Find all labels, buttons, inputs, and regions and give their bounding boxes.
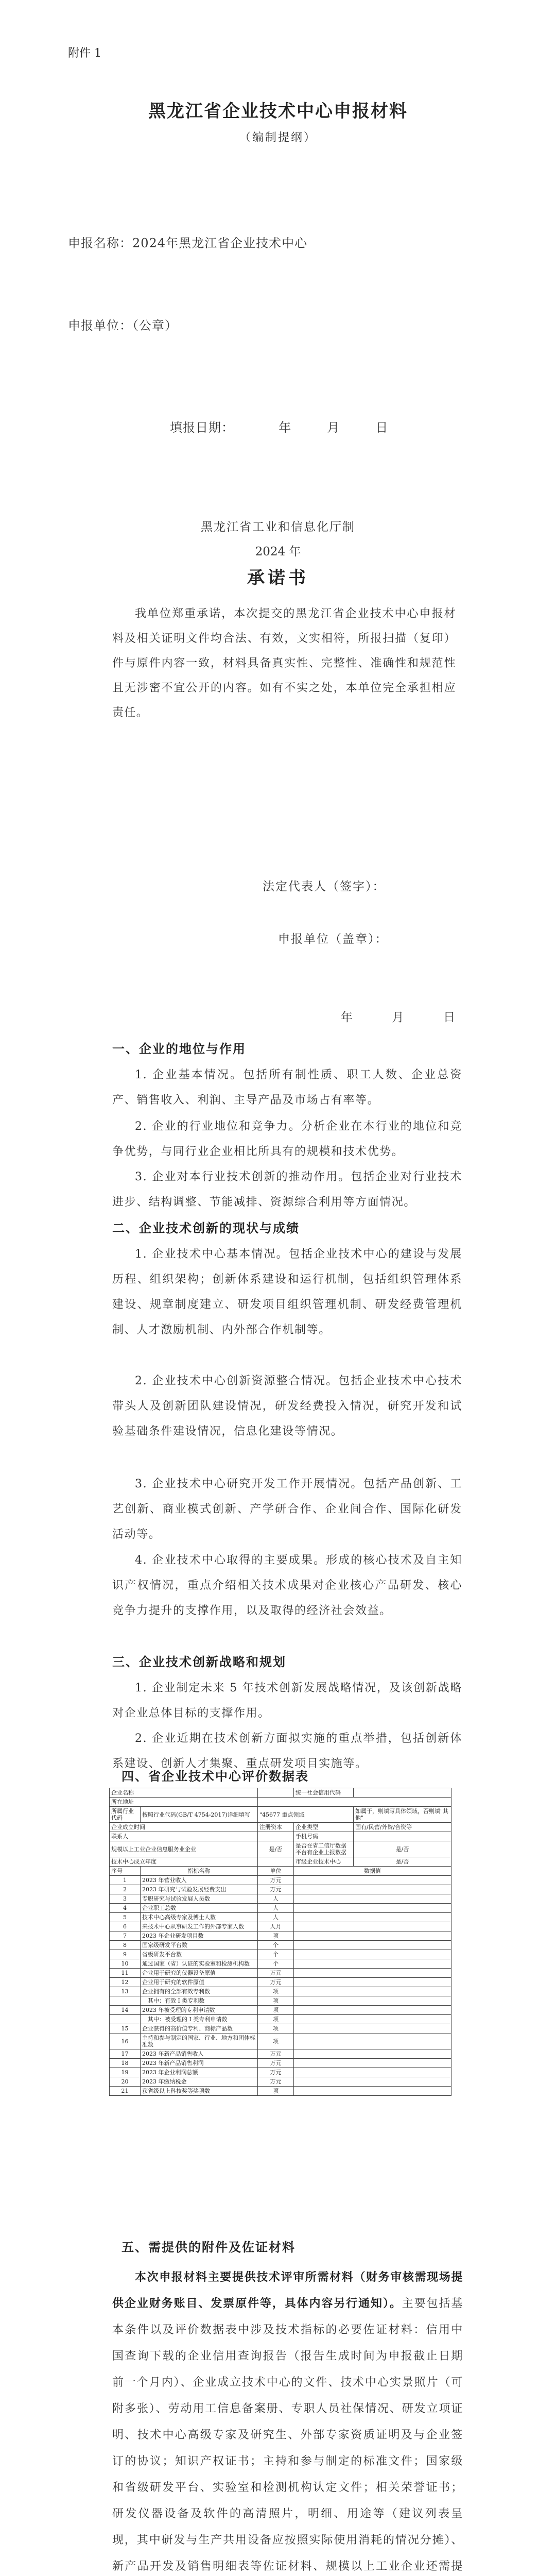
table-row	[110, 2024, 451, 2033]
table-cell: 是/否	[258, 1841, 294, 1857]
application-name-value: 2024年黑龙江省企业技术中心	[132, 236, 308, 250]
table-row	[110, 2049, 451, 2059]
table-cell: 所属行业代码	[110, 1807, 141, 1823]
table-cell: 项	[258, 1931, 294, 1941]
table-cell: 14	[110, 2006, 141, 2015]
table-cell: 万元	[258, 1885, 294, 1894]
table-cell	[294, 1894, 451, 1904]
table-cell: 个	[258, 1941, 294, 1950]
table-cell: 万元	[258, 2049, 294, 2059]
table-cell: 项	[258, 2006, 294, 2015]
table-cell: 2023 年企业利润总额	[141, 2068, 258, 2077]
table-row	[110, 1913, 451, 1922]
section-4-heading: 四、省企业技术中心评价数据表	[121, 1769, 309, 1784]
table-cell	[294, 1922, 451, 1931]
table-cell: 企业名称	[110, 1788, 258, 1798]
table-row	[110, 1904, 451, 1913]
table-cell: 8	[110, 1941, 141, 1950]
table-cell: 手机号码	[294, 1832, 354, 1841]
table-cell: 国有/民营/外资/合资等	[354, 1823, 451, 1832]
promise-text: 我单位郑重承诺，本次提交的黑龙江省企业技术中心申报材料及相关证明文件均合法、有效，文实相符，所报扫描（复印）件与原件内容一致，材料具备真实性、完整性、准确性和规范性且无涉密不宜公开的内容。如有不实之处，本单位完全承担相应责任。	[112, 607, 456, 719]
table-cell	[258, 1798, 451, 1807]
table-cell: 其中：有效 I 类专利数	[141, 1996, 258, 2006]
table-cell: 个	[258, 1959, 294, 1969]
issuing-year: 2024 年	[255, 545, 301, 558]
table-cell: 技术中心成立年度	[110, 1857, 258, 1867]
table-cell: 10	[110, 1959, 141, 1969]
table-cell	[294, 1987, 451, 1996]
table-cell	[354, 1788, 451, 1798]
table-cell: 人	[258, 1904, 294, 1913]
table-cell: 2023 年企业研发项目数	[141, 1931, 258, 1941]
application-name-label: 申报名称：	[68, 236, 132, 250]
table-cell: 是/否	[354, 1841, 451, 1857]
table-cell	[294, 2024, 451, 2033]
table-cell: 项	[258, 2087, 294, 2096]
table-cell: 主持和参与制定的国家、行业、地方和团体标准数	[141, 2033, 258, 2049]
table-cell	[294, 1876, 451, 1885]
info-row	[110, 1841, 451, 1857]
table-row	[110, 2015, 451, 2024]
table-cell	[294, 2087, 451, 2096]
attachment-label: 附件 1	[68, 47, 101, 60]
table-cell: 获省级以上科技奖等奖项数	[141, 2087, 258, 2096]
table-cell: 企业职工总数	[141, 1904, 258, 1913]
table-row	[110, 1941, 451, 1950]
table-cell: 9	[110, 1950, 141, 1959]
table-cell: 国家级研发平台数	[141, 1941, 258, 1950]
table-row	[110, 2006, 451, 2015]
section-1-heading: 一、企业的地位与作用	[112, 1041, 246, 1056]
table-cell: 企业拥有的全部有效专利数	[141, 1987, 258, 1996]
document-subtitle: （编制提纲）	[239, 131, 317, 144]
section-1-para-3: 3. 企业对本行业技术创新的推动作用。包括企业对行业技术进步、结构调整、节能减排、资源综合利用等方面情况。	[112, 1171, 462, 1209]
info-row	[110, 1857, 451, 1867]
table-cell	[294, 1913, 451, 1922]
table-row	[110, 2087, 451, 2096]
table-cell	[258, 1857, 294, 1867]
table-cell	[294, 2033, 451, 2049]
table-cell: 18	[110, 2059, 141, 2068]
section-2-para-4: 4. 企业技术中心取得的主要成果。形成的核心技术及自主知识产权情况，重点介绍相关技术成果对企业核心产品研发、核心竞争力提升的支撑作用，以及取得的经济社会效益。	[112, 1554, 462, 1617]
evaluation-data-table	[109, 1788, 451, 2096]
table-cell: 通过国家（省）认证的实验室和检测机构数	[141, 1959, 258, 1969]
table-cell: 项	[258, 1996, 294, 2006]
section-5-text	[112, 2264, 463, 2576]
section-3-para-1: 1. 企业制定未来 5 年技术创新发展战略情况，及该创新战略对企业总体目标的支撑作用。	[112, 1682, 462, 1720]
table-cell: 2023 年缴纳税金	[141, 2077, 258, 2087]
table-cell: 2	[110, 1885, 141, 1894]
section-1-para-1: 1. 企业基本情况。包括所有制性质、职工人数、企业总资产、销售收入、利润、主导产品及市场占有率等。	[112, 1069, 462, 1107]
section-2-heading: 二、企业技术创新的现状与成绩	[112, 1221, 300, 1235]
fill-date-line: 填报日期： 年 月 日	[170, 420, 389, 435]
table-row	[110, 1959, 451, 1969]
table-cell	[294, 1959, 451, 1969]
table-cell: 2023 年研究与试验发展经费支出	[141, 1885, 258, 1894]
table-row	[110, 1922, 451, 1931]
table-cell: 是/否	[354, 1857, 451, 1867]
table-cell: 16	[110, 2033, 141, 2049]
table-cell: 4	[110, 1904, 141, 1913]
table-cell	[294, 2077, 451, 2087]
table-cell: 按照行业代码(GB/T 4754-2017)详细填写	[141, 1807, 258, 1823]
table-cell	[294, 1978, 451, 1987]
info-row	[110, 1788, 451, 1798]
table-cell: 项	[258, 2033, 294, 2049]
table-cell	[294, 1941, 451, 1950]
table-cell	[258, 1788, 294, 1798]
section-5-heading: 五、需提供的附件及佐证材料	[121, 2240, 296, 2255]
column-header: 单位	[258, 1867, 294, 1876]
table-cell	[294, 1969, 451, 1978]
indicator-rows	[110, 1876, 451, 2096]
table-cell: 企业用于研究的软件原值	[141, 1978, 258, 1987]
table-cell	[294, 1904, 451, 1913]
column-header: 序号	[110, 1867, 141, 1876]
table-cell: 专职研究与试验发展人员数	[141, 1894, 258, 1904]
table-cell: 规模以上工业企业信息服务业企业	[110, 1841, 258, 1857]
info-row	[110, 1807, 451, 1823]
table-cell: 13	[110, 1987, 141, 1996]
table-cell	[354, 1832, 451, 1841]
info-row	[110, 1798, 451, 1807]
table-cell: 5	[110, 1913, 141, 1922]
table-cell: 项	[258, 1987, 294, 1996]
table-cell: 企业成立时间	[110, 1823, 258, 1832]
document-title: 黑龙江省企业技术中心申报材料	[148, 101, 408, 122]
table-cell: "45677 重点领域	[258, 1807, 354, 1823]
table-cell: 万元	[258, 2059, 294, 2068]
table-cell: 17	[110, 2049, 141, 2059]
table-cell: 联系人	[110, 1832, 258, 1841]
info-row	[110, 1823, 451, 1832]
table-cell: 来技术中心从事研发工作的外部专家人数	[141, 1922, 258, 1931]
section-2-para-2: 2. 企业技术中心创新资源整合情况。包括企业技术中心技术带头人及创新团队建设情况，研发经费投入情况，研究开发和试验基础条件建设情况，信息化建设等情况。	[112, 1375, 462, 1438]
table-cell	[294, 2059, 451, 2068]
table-row	[110, 1996, 451, 2006]
table-cell: 1	[110, 1876, 141, 1885]
table-cell	[294, 2006, 451, 2015]
table-cell: 其中：被受理的 I 类专利申请数	[141, 2015, 258, 2024]
table-row	[110, 1969, 451, 1978]
table-row	[110, 1978, 451, 1987]
table-cell: 企业类型	[294, 1823, 354, 1832]
table-cell	[110, 2015, 141, 2024]
table-row	[110, 1885, 451, 1894]
table-cell: 3	[110, 1894, 141, 1904]
table-cell: 人	[258, 1894, 294, 1904]
application-name-row	[68, 233, 307, 251]
table-cell: 2023 年新产品销售收入	[141, 2049, 258, 2059]
table-cell: 2023 年新产品销售利润	[141, 2059, 258, 2068]
table-cell	[294, 1931, 451, 1941]
table-cell: 人	[258, 1913, 294, 1922]
table-cell	[294, 1885, 451, 1894]
unit-seal: 申报单位（盖章）：	[278, 933, 388, 946]
table-row	[110, 1987, 451, 1996]
table-header-row	[110, 1867, 451, 1876]
table-cell: 万元	[258, 2068, 294, 2077]
table-cell: 企业获得的高价值专利、商标产品数	[141, 2024, 258, 2033]
table-cell: 万元	[258, 1978, 294, 1987]
section-5-body-text: 主要包括基本条件以及评价数据表中涉及技术指标的必要佐证材料：信用中国查询下载的企业信用查询报告（报告生成时间为申报截止日期前一个月内）、企业成立技术中心的文件、技术中心实景照片（可附多张）、劳动用工信息备案册、专职人员社保情况、研发立项证明、技术中心高级专家及研究生、外部专家资质证明及与企业签订的协议；知识产权证书；主持和参与制定的标准文件；国家级和省级研发平台、实验室和检测机构认定文件；相关荣誉证书；研发仪器设备及软件的高清照片，明细、用途等（建议列表呈现，其中研发与生产共用设备应按照实际使用消耗的情况分摊）、新产品开发及销售明细表等佐证材料、规模以上工业企业还需提	[112, 2297, 463, 2573]
section-2-para-1: 1. 企业技术中心基本情况。包括企业技术中心的建设与发展历程、组织架构；创新体系建设和运行机制，包括组织管理体系建设、规章制度建立、研发项目组织管理机制、研发经费管理机制、人才激励机制、内外部合作机制等。	[112, 1248, 462, 1336]
table-cell	[294, 2049, 451, 2059]
table-cell: 12	[110, 1978, 141, 1987]
table-cell: 万元	[258, 2077, 294, 2087]
table-cell: 2023 年营业收入	[141, 1876, 258, 1885]
table-cell: 项	[258, 2015, 294, 2024]
table-row	[110, 2059, 451, 2068]
column-header: 数据值	[294, 1867, 451, 1876]
table-row	[110, 2033, 451, 2049]
table-row	[110, 2077, 451, 2087]
table-cell: 6	[110, 1922, 141, 1931]
table-row	[110, 1876, 451, 1885]
table-cell	[294, 2068, 451, 2077]
table-row	[110, 1950, 451, 1959]
table-cell: 项	[258, 2024, 294, 2033]
table-cell: 11	[110, 1969, 141, 1978]
table-cell: 省级研发平台数	[141, 1950, 258, 1959]
table-cell: 21	[110, 2087, 141, 2096]
table-cell: 15	[110, 2024, 141, 2033]
table-cell: 个	[258, 1950, 294, 1959]
table-cell: 是否在省工信厅数据平台有企业上报数据	[294, 1841, 354, 1857]
table-cell: 市级企业技术中心	[294, 1857, 354, 1867]
section-1-para-2: 2. 企业的行业地位和竞争力。分析企业在本行业的地位和竞争优势，与同行业企业相比所具有的规模和技术优势。	[112, 1120, 462, 1158]
column-header: 指标名称	[141, 1867, 258, 1876]
table-cell: 20	[110, 2077, 141, 2087]
table-cell	[294, 1996, 451, 2006]
table-cell: 19	[110, 2068, 141, 2077]
application-unit-label: 申报单位：（公章）	[68, 318, 178, 333]
table-cell: 万元	[258, 1969, 294, 1978]
section-3-heading: 三、企业技术创新战略和规划	[112, 1654, 286, 1669]
table-cell: 人月	[258, 1922, 294, 1931]
section-2-para-3: 3. 企业技术中心研究开发工作开展情况。包括产品创新、工艺创新、商业模式创新、产学研合作、企业间合作、国际化研发活动等。	[112, 1478, 462, 1541]
table-cell: 万元	[258, 1876, 294, 1885]
promise-title: 承诺书	[247, 568, 309, 588]
info-row	[110, 1832, 451, 1841]
table-row	[110, 1931, 451, 1941]
signature-date: 年 月 日	[341, 1011, 456, 1024]
table-cell	[110, 1996, 141, 2006]
section-3-para-2: 2. 企业近期在技术创新方面拟实施的重点举措，包括创新体系建设、创新人才集聚、重点研发项目实施等。	[112, 1732, 462, 1770]
legal-representative-signature: 法定代表人（签字）：	[263, 880, 386, 893]
table-cell: 企业用于研究的仪器设备原值	[141, 1969, 258, 1978]
table-cell: 所在地址	[110, 1798, 258, 1807]
table-cell	[258, 1832, 294, 1841]
table-cell	[294, 2015, 451, 2024]
section-5-bold-text: 本次申报材料主要提供技术评审所需材料（财务审核需现场提供企业财务账目、发票原件等，具体内容另行通知）。	[112, 2270, 463, 2310]
issuing-department: 黑龙江省工业和信息化厅制	[201, 520, 355, 534]
table-cell: 注册资本	[258, 1823, 294, 1832]
table-cell: 2023 年被受理的专利申请数	[141, 2006, 258, 2015]
table-cell: 统一社会信用代码	[294, 1788, 354, 1798]
table-cell: 技术中心高级专家及博士人数	[141, 1913, 258, 1922]
table-cell: 如属于，则填写具体领域，否则填"其他"	[354, 1807, 451, 1823]
table-row	[110, 2068, 451, 2077]
table-cell: 7	[110, 1931, 141, 1941]
table-row	[110, 1894, 451, 1904]
table-cell	[294, 1950, 451, 1959]
